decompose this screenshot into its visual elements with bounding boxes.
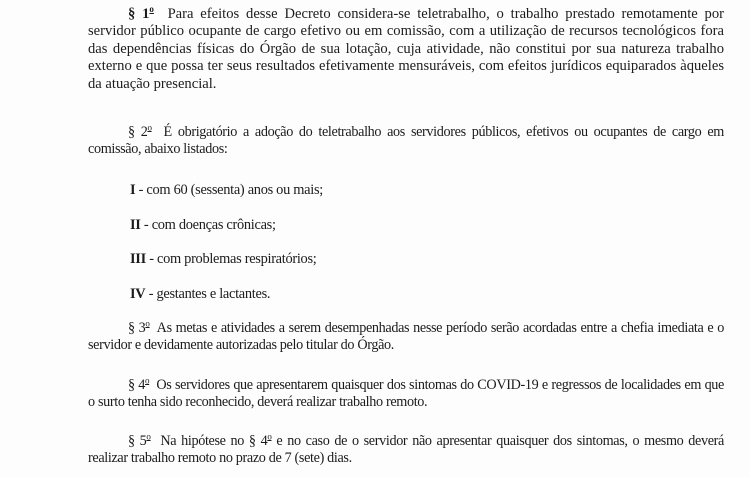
item-text: com doenças crônicas;	[151, 217, 276, 233]
item-text: com 60 (sessenta) anos ou mais;	[146, 182, 323, 198]
item-text: gestantes e lactantes.	[156, 286, 271, 302]
paragraph-text: Os servidores que apresentarem quaisquer dos sintomas do COVID-19 e regressos de localidades em que o surto tenha sido reconhecido, deverá realizar trabalho remoto.	[88, 377, 724, 411]
item-number: II	[130, 217, 141, 233]
list-item: III - com problemas respiratórios;	[130, 251, 317, 267]
paragraph-text: Para efeitos desse Decreto considera-se teletrabalho, o trabalho prestado remotamente por servidor público ocupante de cargo efetivo ou em comissão, com a utilização de recursos tecnológicos fora das dependências físicas do Órgão de sua lotação, cuja atividade, não constitui por sua natureza trabalho externo e que possa ter seus resultados efetivamente mensuráveis, com efeitos jurídicos equiparados àqueles da atuação presencial.	[88, 6, 725, 92]
list-item: I - com 60 (sessenta) anos ou mais;	[130, 182, 323, 198]
section-mark: § 1$^o$	[128, 4, 154, 22]
item-text: com problemas respiratórios;	[157, 251, 317, 267]
section-mark: § 4$^o$	[128, 375, 150, 393]
paragraph-5	[88, 433, 724, 468]
paragraph-1	[88, 6, 724, 93]
paragraph-3	[88, 320, 724, 355]
list-item: II - com doenças crônicas;	[130, 217, 276, 233]
item-number: I	[130, 182, 136, 198]
list-item: IV - gestantes e lactantes.	[130, 286, 271, 302]
paragraph-text: As metas e atividades a serem desempenhadas nesse período serão acordadas entre a chefia imediata e o servidor e devidamente autorizadas pelo titular do Órgão.	[88, 320, 724, 354]
section-mark: § 2$^o$	[128, 122, 152, 140]
section-mark: § 5$^o$	[128, 431, 151, 449]
paragraph-2	[88, 124, 724, 159]
paragraph-4	[88, 377, 724, 412]
item-number: III	[130, 251, 146, 267]
paragraph-text: É obrigatório a adoção do teletrabalho aos servidores públicos, efetivos ou ocupantes de cargo em comissão, abaixo listados:	[88, 124, 724, 158]
item-number: IV	[130, 286, 146, 302]
section-mark: § 3$^o$	[128, 318, 150, 336]
paragraph-text: Na hipótese no § 4$^o$ e no caso de o servidor não apresentar quaisquer dos sintomas, o mesmo deverá realizar trabalho remoto no prazo de 7 (sete) dias.	[88, 431, 724, 467]
